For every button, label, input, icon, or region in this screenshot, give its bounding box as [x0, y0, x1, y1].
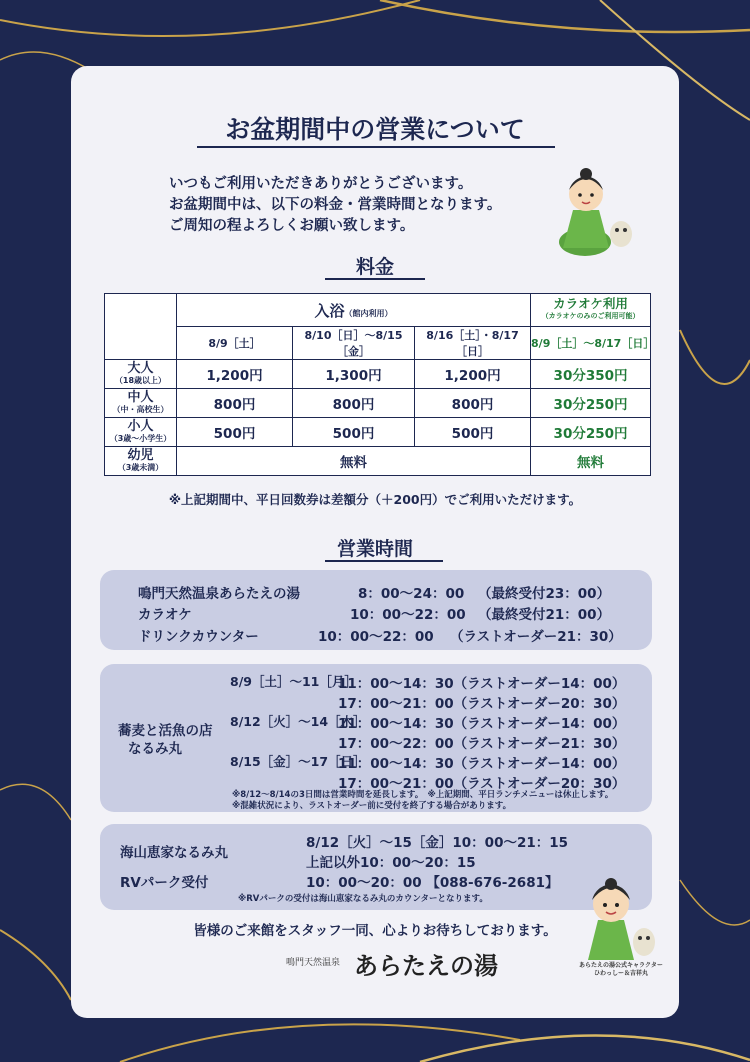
fee-heading-underline [325, 278, 425, 280]
row-label-adult: 大人 （18歳以上） [105, 360, 177, 389]
rv-park-hours: 10：00〜20：00 【088-676-2681】 [306, 875, 559, 891]
schedule-line: 11：00〜14：30（ラストオーダー14：00） [338, 676, 626, 692]
fee-heading: 料金 [355, 256, 394, 278]
table-row [105, 360, 651, 389]
shop-name: 海山恵家なるみ丸 [120, 845, 228, 861]
schedule-date: 8/9［土］〜11［月］ [230, 674, 357, 689]
price-cell: 800円 [293, 389, 415, 418]
schedule-line: 11：00〜14：30（ラストオーダー14：00） [338, 716, 626, 732]
schedule-note: ※混雑状況により、ラストオーダー前に受付を終了する場合があります。 [232, 801, 512, 811]
infant-price-cell: 無料 [177, 447, 531, 476]
karaoke-price-cell: 30分350円 [531, 360, 651, 389]
mascot-characters-illustration [576, 876, 660, 962]
period-header: 8/10［日］〜8/15［金］ [293, 327, 415, 360]
price-cell: 1,300円 [293, 360, 415, 389]
facility-name: 鳴門天然温泉あらたえの湯 [138, 586, 300, 602]
karaoke-period-header: 8/9［土］〜8/17［日］ [531, 327, 651, 360]
hours-heading-underline [325, 560, 443, 562]
karaoke-price-cell: 30分250円 [531, 418, 651, 447]
schedule-line: 17：00〜21：00（ラストオーダー20：30） [338, 696, 626, 712]
row-label-infant: 幼児 （3歳未満） [105, 447, 177, 476]
fee-table [104, 293, 655, 476]
table-row [105, 389, 651, 418]
table-row [105, 418, 651, 447]
fee-note: ※上記期間中、平日回数券は差額分（＋200円）でご利用いただけます。 [168, 492, 582, 507]
fee-table-corner [105, 294, 177, 360]
period-header: 8/9［土］ [177, 327, 293, 360]
hours-heading: 営業時間 [336, 538, 413, 560]
restaurant-name-2: なるみ丸 [128, 741, 182, 757]
schedule-line: 17：00〜22：00（ラストオーダー21：30） [338, 736, 626, 752]
schedule-line: 17：00〜21：00（ラストオーダー20：30） [338, 776, 626, 792]
logo-subtitle: 鳴門天然温泉 [286, 958, 341, 968]
facility-hours: 8：00〜24：00 [358, 586, 465, 602]
price-cell: 1,200円 [415, 360, 531, 389]
schedule-line: 11：00〜14：30（ラストオーダー14：00） [338, 756, 626, 772]
hours-box-umiyama [100, 824, 652, 910]
schedule-date: 8/15［金］〜17［日］ [230, 754, 366, 769]
price-cell: 500円 [415, 418, 531, 447]
price-cell: 800円 [177, 389, 293, 418]
row-label-middle: 中人 （中・高校生） [105, 389, 177, 418]
price-cell: 1,200円 [177, 360, 293, 389]
notice-card [71, 66, 679, 1018]
facility-name: カラオケ [138, 607, 192, 623]
facility-name: ドリンクカウンター [138, 629, 259, 645]
facility-note: （最終受付23：00） [478, 586, 611, 602]
hours-box-narumimaru [100, 664, 652, 812]
closing-message: 皆様のご来館をスタッフ一同、心よりお待ちしております。 [193, 923, 557, 939]
shop-hours: 8/12［火］〜15［金］10：00〜21：15 [306, 835, 569, 851]
price-cell: 800円 [415, 389, 531, 418]
table-row [105, 447, 651, 476]
mascot-character-illustration [549, 164, 637, 256]
rv-park-name: RVパーク受付 [120, 875, 209, 891]
infant-karaoke-cell: 無料 [531, 447, 651, 476]
rv-park-note: ※RVパークの受付は海山恵家なるみ丸のカウンターとなります。 [238, 894, 488, 904]
schedule-date: 8/12［火］〜14［木］ [230, 714, 366, 729]
karaoke-price-cell: 30分250円 [531, 389, 651, 418]
bath-header: 入浴（館内利用） [177, 294, 531, 327]
page-title: お盆期間中の営業について [225, 115, 525, 144]
facility-note: （最終受付21：00） [478, 607, 611, 623]
restaurant-name: 蕎麦と活魚の店 [118, 723, 213, 739]
karaoke-header: カラオケ利用 （カラオケのみのご利用可能） [531, 294, 651, 327]
character-caption: あらたえの湯公式キャラクター ひわっしー＆吉祥丸 [579, 962, 663, 977]
price-cell: 500円 [293, 418, 415, 447]
facility-hours: 10：00〜22：00 [318, 629, 434, 645]
title-underline [197, 146, 555, 148]
period-header: 8/16［土］・8/17［日］ [415, 327, 531, 360]
shop-hours: 上記以外10：00〜20：15 [306, 855, 476, 871]
facility-note: （ラストオーダー21：30） [450, 629, 622, 645]
schedule-note: ※8/12〜8/14の3日間は営業時間を延長します。 ※上記期間、平日ランチメニューは休止します。 [232, 790, 614, 800]
facility-hours: 10：00〜22：00 [350, 607, 466, 623]
row-label-child: 小人 （3歳〜小学生） [105, 418, 177, 447]
hours-box-onsen [100, 570, 652, 650]
price-cell: 500円 [177, 418, 293, 447]
logo-arataenoyu: あらたえの湯 [354, 951, 498, 980]
intro-text: いつもご利用いただきありがとうございます。 お盆期間中は、以下の料金・営業時間となります。 ご周知の程よろしくお願い致します。 [169, 176, 502, 234]
